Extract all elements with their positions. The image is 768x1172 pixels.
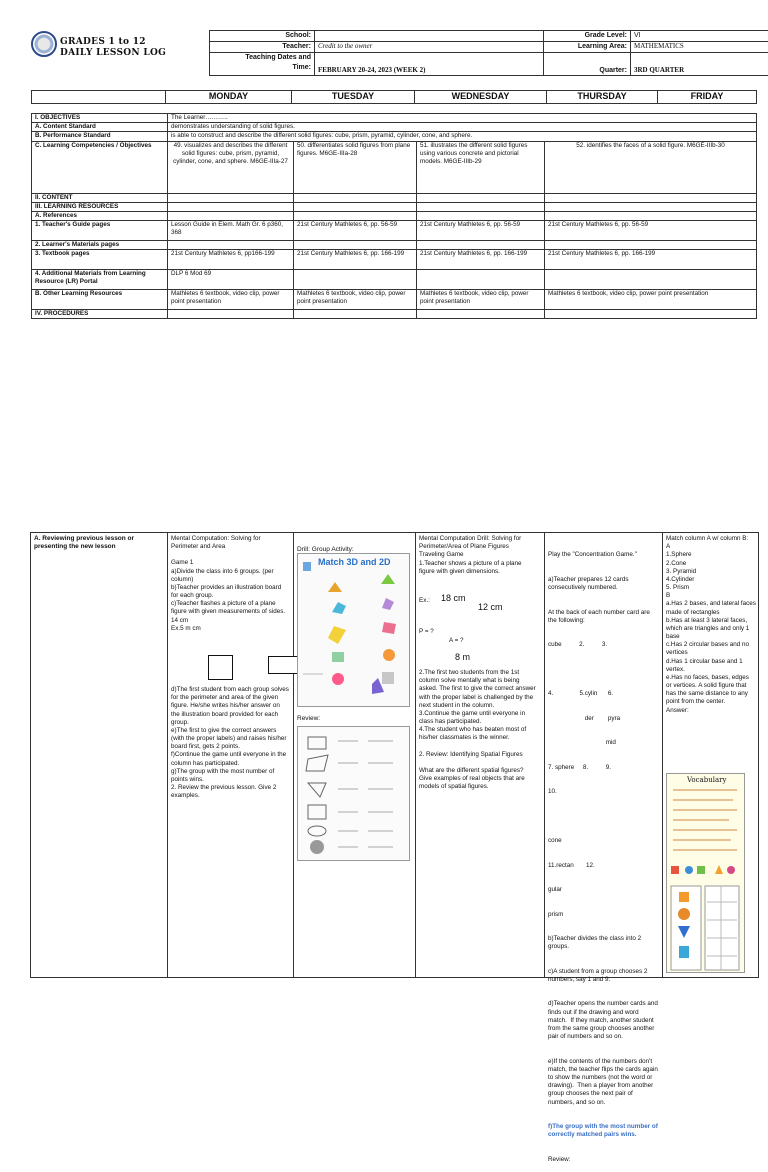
wed-line: Traveling Game: [419, 551, 539, 559]
col-divider-5: [662, 532, 663, 977]
dates-label: [210, 53, 315, 76]
fri-line: c.Has 2 circular bases and no vertices: [666, 641, 756, 657]
thu-line: cube 2. 3.: [548, 641, 658, 649]
lm-thu: [545, 241, 757, 250]
tg-wednesday: 21st Century Mathletes 6, pp. 56-59: [417, 221, 545, 241]
other-tuesday: Mathletes 6 textbook, video clip, power point presentation: [294, 290, 417, 310]
fri-line: A: [666, 543, 756, 551]
content-section: II. CONTENT: [32, 193, 168, 202]
tg-label: 1. Teacher's Guide pages: [32, 221, 168, 241]
lm-wed: [417, 241, 545, 250]
mon2-line: g)The group with the most number of points wins.: [171, 768, 289, 784]
col-divider-2: [293, 532, 294, 977]
fri-line: Answer:: [666, 707, 756, 715]
fri-line: 2.Cone: [666, 560, 756, 568]
res-wed: [417, 202, 545, 211]
col-divider-1: [167, 532, 168, 977]
thu-line: [548, 666, 658, 674]
wed2-line: 2. Review: Identifying Spatial Figures: [419, 751, 539, 759]
perf-std-label: B. Performance Standard: [32, 132, 168, 141]
thu-line: prism: [548, 911, 658, 919]
wed2-line: Give examples of real objects that are models of spatial figures.: [419, 775, 539, 791]
day-monday: MONDAY: [166, 91, 292, 104]
other-label: B. Other Learning Resources: [32, 290, 168, 310]
col-divider-3: [415, 532, 416, 977]
mon2-line: 2. Review the previous lesson. Give 2 examples.: [171, 784, 289, 800]
days-header: [31, 90, 757, 104]
mon2-line: f)Continue the game until everyone in the column has participated.: [171, 751, 289, 767]
square-figure: [208, 655, 233, 680]
wed-18cm: 18 cm: [441, 593, 466, 605]
thu-line: Play the "Concentration Game.": [548, 551, 658, 559]
match-title: Match 3D and 2D: [318, 557, 391, 569]
competency-tuesday: 50. differentiates solid figures from plane figures. M6GE-IIIa-28: [294, 141, 417, 193]
other-thursday: Mathletes 6 textbook, video clip, power point presentation: [545, 290, 757, 310]
wed-8m: 8 m: [455, 652, 470, 664]
mon-line: Mental Computation: Solving for Perimeter and Area: [171, 535, 289, 551]
grade-value: VI: [631, 31, 768, 42]
brand-line1: GRADES 1 to 12: [60, 37, 146, 49]
perf-std-value: is able to construct and describe the different solid figures: cube, prism, pyramid, cylinder, cone, and sphere.: [168, 132, 757, 141]
thu-review: Review:: [548, 1156, 658, 1164]
proc-tue: [294, 310, 417, 319]
review-thursday: [548, 535, 658, 1172]
fri-line: b.Has at least 3 lateral faces, which are triangles and only 1 base: [666, 617, 756, 642]
review-worksheet-image: [297, 726, 410, 861]
thu-line: b)Teacher divides the class into 2 groups.: [548, 935, 658, 951]
competency-thursday: 52. identifies the faces of a solid figure. M6GE-IIIb-30: [545, 141, 757, 193]
ref-thu: [545, 211, 757, 220]
tg-monday: Lesson Guide in Elem. Math Gr. 6 p360, 368: [168, 221, 294, 241]
thu-line: 4. 5.cylin 6.: [548, 690, 658, 698]
mon-line: Game 1: [171, 559, 289, 567]
day-wednesday: WEDNESDAY: [415, 91, 547, 104]
proc-thu: [545, 310, 757, 319]
lesson-table: [31, 113, 757, 319]
thu-line: [548, 813, 658, 821]
other-monday: Mathletes 6 textbook, video clip, power point presentation: [168, 290, 294, 310]
content-wed: [417, 193, 545, 202]
day-tuesday: TUESDAY: [292, 91, 415, 104]
res-thu: [545, 202, 757, 211]
proc-wed: [417, 310, 545, 319]
ref-mon: [168, 211, 294, 220]
tue-review: Review:: [297, 715, 320, 723]
dates-label-line1: Teaching Dates and: [213, 53, 311, 63]
mon-line: c)Teacher flashes a picture of a plane figure with given measurements of sides.: [171, 600, 289, 616]
lm-label: 2. Learner's Materials pages: [32, 241, 168, 250]
mon-line: b)Teacher provides an illustration board for each group.: [171, 584, 289, 600]
thu-line: At the back of each number card are the following:: [548, 609, 658, 625]
add-thu: [545, 270, 757, 290]
content-tue: [294, 193, 417, 202]
review-wednesday-2: [419, 669, 539, 791]
fri-line: 5. Prism: [666, 584, 756, 592]
fri-line: 4.Cylinder: [666, 576, 756, 584]
wed-line: Mental Computation Drill: Solving for Perimeter/Area of Plane Figures: [419, 535, 539, 551]
thu-line: 10.: [548, 788, 658, 796]
fri-line: 3. Pyramid: [666, 568, 756, 576]
wed2-line: 2.The first two students from the 1st column solve mentally what is being asked. The first to give the correct answer with the proper label is challenged by the next student in the column.: [419, 669, 539, 710]
tb-thursday: 21st Century Mathletes 6, pp. 166-199: [545, 250, 757, 270]
quarter-label: Quarter:: [544, 53, 631, 76]
thu-line: 7. sphere 8. 9.: [548, 764, 658, 772]
thu-line: der pyra: [548, 715, 658, 723]
add-monday: DLP 6 Mod 69: [168, 270, 294, 290]
competencies-label: C. Learning Competencies / Objectives: [32, 141, 168, 193]
tue-drill-title: Drill: Group Activity:: [297, 546, 354, 554]
tb-label: 3. Textbook pages: [32, 250, 168, 270]
content-mon: [168, 193, 294, 202]
lm-mon: [168, 241, 294, 250]
thu-line: d)Teacher opens the number cards and finds out if the drawing and word match. If they match, another student from the same group chooses another pair of numbers and so on.: [548, 1000, 658, 1041]
thu-line: e)If the contents of the numbers don't match, the teacher flips the cards again to show the numbers (not the word or drawing). Then a player from another group chooses the next pair of numbers, and so on.: [548, 1058, 658, 1107]
wed-line: 1.Teacher shows a picture of a plane figure with given dimensions.: [419, 560, 539, 576]
school-value: [315, 31, 544, 42]
tg-tuesday: 21st Century Mathletes 6, pp. 56-59: [294, 221, 417, 241]
add-label: 4. Additional Materials from Learning Resource (LR) Portal: [32, 270, 168, 290]
vocab-title: Vocabulary: [687, 776, 726, 785]
deped-logo: [31, 31, 57, 57]
resources-section: III. LEARNING RESOURCES: [32, 202, 168, 211]
thu-winner-line: f)The group with the most number of correctly matched pairs wins.: [548, 1123, 658, 1139]
res-tue: [294, 202, 417, 211]
ref-tue: [294, 211, 417, 220]
thu-line: gular: [548, 886, 658, 894]
vocab-shapes: [667, 774, 744, 972]
wed-area: A = ?: [449, 637, 464, 645]
res-mon: [168, 202, 294, 211]
add-wed: [417, 270, 545, 290]
day-thursday: THURSDAY: [547, 91, 658, 104]
thu-line: a)Teacher prepares 12 cards consecutively numbered.: [548, 576, 658, 592]
objectives-learner: The Learner………..: [168, 114, 757, 123]
wed-perimeter: P = ?: [419, 628, 434, 636]
teacher-value: Credit to the owner: [315, 42, 544, 53]
tg-thursday: 21st Century Mathletes 6, pp. 56-59: [545, 221, 757, 241]
school-label: School:: [210, 31, 315, 42]
tb-monday: 21st Century Mathletes 6, pp166-199: [168, 250, 294, 270]
wed2-line: 3.Continue the game until everyone in class has participated.: [419, 710, 539, 726]
content-std-value: demonstrates understanding of solid figures.: [168, 123, 757, 132]
review-monday: [171, 535, 289, 633]
wed2-line: [419, 743, 539, 751]
thu-line: c)A student from a group chooses 2 numbers, say 1 and 9.: [548, 968, 658, 984]
references-label: A. References: [32, 211, 168, 220]
wed2-line: What are the different spatial figures?: [419, 767, 539, 775]
wed-ex: Ex.:: [419, 597, 430, 605]
objectives-section: I. OBJECTIVES: [32, 114, 168, 123]
competency-wednesday: 51. illustrates the different solid figures using various concrete and pictorial models. M6GE-IIIb-29: [417, 141, 545, 193]
worksheet-shapes: [298, 727, 409, 860]
content-thu: [545, 193, 757, 202]
mon-line: 14 cm: [171, 617, 289, 625]
ref-wed: [417, 211, 545, 220]
wed-12cm: 12 cm: [478, 602, 503, 614]
procedures-section: IV. PROCEDURES: [32, 310, 168, 319]
tb-tuesday: 21st Century Mathletes 6, pp. 166-199: [294, 250, 417, 270]
lm-tue: [294, 241, 417, 250]
quarter-value: 3RD QUARTER: [631, 53, 768, 76]
wed2-line: [419, 759, 539, 767]
tb-wednesday: 21st Century Mathletes 6, pp. 166-199: [417, 250, 545, 270]
other-wednesday: Mathletes 6 textbook, video clip, power point presentation: [417, 290, 545, 310]
dates-value: FEBRUARY 20-24, 2023 (WEEK 2): [315, 53, 544, 76]
review-wednesday: [419, 535, 539, 576]
grade-label: Grade Level:: [544, 31, 631, 42]
competency-monday: 49. visualizes and describes the different solid figures: cube, prism, pyramid, cylinder, cone, and sphere. M6GE-IIIa-27: [168, 141, 294, 193]
proc-mon: [168, 310, 294, 319]
col-divider-4: [544, 532, 545, 977]
mon-line: [171, 551, 289, 559]
review-monday-2: [171, 686, 289, 800]
mon-line: a)Divide the class into 6 groups. (per column): [171, 568, 289, 584]
fri-line: a.Has 2 bases, and lateral faces made of rectangles: [666, 600, 756, 616]
fri-line: d.Has 1 circular base and 1 vertex.: [666, 658, 756, 674]
header-table: [209, 30, 768, 76]
area-value: MATHEMATICS: [631, 42, 768, 53]
thu-line: mid: [548, 739, 658, 747]
vocabulary-image: [666, 773, 745, 973]
area-label: Learning Area:: [544, 42, 631, 53]
match-3d-2d-image: [297, 553, 410, 707]
mon2-line: e)The first to give the correct answers (with the proper labels) and raises his/her board first, gets 2 points.: [171, 727, 289, 752]
mon-line: Ex.5 m cm: [171, 625, 289, 633]
mon2-line: d)The first student from each group solves for the perimeter and area of the given figure. He/she writes his/her answer on the illustration board provided for each group.: [171, 686, 289, 727]
thu-line: 11.rectan 12.: [548, 862, 658, 870]
fri-line: Match column A w/ column B:: [666, 535, 756, 543]
wed2-line: 4.The student who has beaten most of his/her classmates is the winner.: [419, 726, 539, 742]
shapes-illustration: [298, 554, 409, 706]
fri-line: B: [666, 592, 756, 600]
content-std-label: A. Content Standard: [32, 123, 168, 132]
brand-line2: DAILY LESSON LOG: [60, 48, 166, 60]
review-label: A. Reviewing previous lesson or presenting the new lesson: [34, 535, 162, 552]
thu-line: cone: [548, 837, 658, 845]
review-friday: [666, 535, 756, 715]
day-friday: FRIDAY: [658, 91, 757, 104]
day-blank: [32, 91, 166, 104]
add-tue: [294, 270, 417, 290]
fri-line: 1.Sphere: [666, 551, 756, 559]
dates-label-line2: Time:: [213, 63, 311, 73]
teacher-label: Teacher:: [210, 42, 315, 53]
fri-line: e.Has no faces, bases, edges or vertices. A solid figure that has the same distance to any point from the center.: [666, 674, 756, 707]
